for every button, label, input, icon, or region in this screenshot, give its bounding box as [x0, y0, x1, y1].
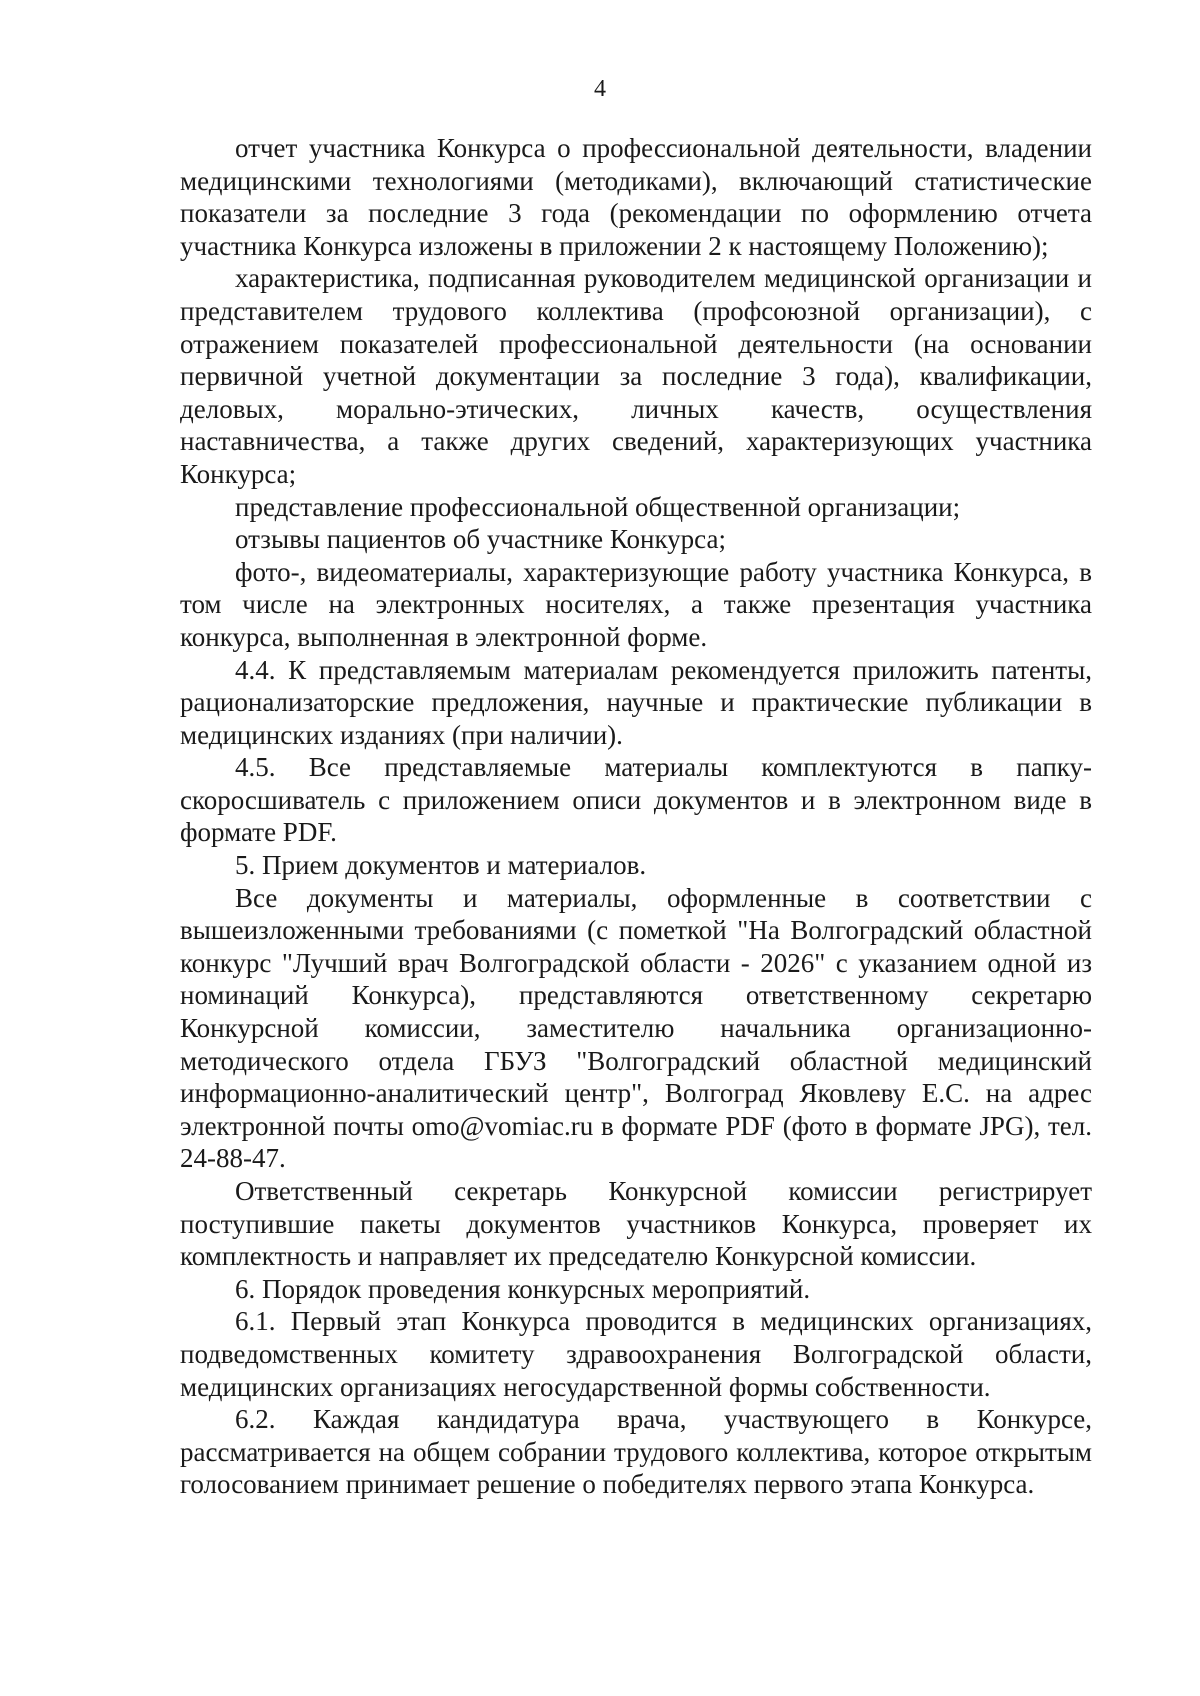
paragraph-secretary: Ответственный секретарь Конкурсной комиссии регистрирует поступившие пакеты документов участников Конкурса, проверяет их комплектность и направляет их председателю Конкурсной комиссии. [180, 1176, 1092, 1272]
paragraph-media: фото-, видеоматериалы, характеризующие работу участника Конкурса, в том числе на электронных носителях, а также презентация участника конкурса, выполненная в электронной форме. [180, 556, 1092, 652]
paragraph-submission: Все документы и материалы, оформленные в соответствии с вышеизложенными требованиями (с пометкой "На Волгоградский областной конкурс "Лучший врач Волгоградской области - 2026" с указанием одной из номинаций Конкурса), представляются ответственному секретарю Конкурсной комиссии, заместителю начальника организационно-методического отдела ГБУЗ "Волгоградский областной медицинский информационно-аналитический центр", Волгоград Яковлеву Е.С. на адрес электронной почты omo@vomiac.ru в формате PDF (фото в формате JPG), тел. 24-88-47. [180, 882, 1092, 1174]
paragraph-characteristic: характеристика, подписанная руководителем медицинской организации и представителем трудового коллектива (профсоюзной организации), с отражением показателей профессиональной деятельности (на основании первичной учетной документации за последние 3 года), квалификации, деловых, морально-этических, личных качеств, осуществления наставничества, а также других сведений, характеризующих участника Конкурса; [180, 263, 1092, 489]
paragraph-6-1: 6.1. Первый этап Конкурса проводится в медицинских организациях, подведомственных комитету здравоохранения Волгоградской области, медицинских организациях негосударственной формы собственности. [180, 1306, 1092, 1402]
paragraph-reviews: отзывы пациентов об участнике Конкурса; [235, 524, 726, 555]
paragraph-representation: представление профессиональной общественной организации; [235, 491, 961, 522]
paragraph-6-2: 6.2. Каждая кандидатура врача, участвующего в Конкурсе, рассматривается на общем собрании трудового коллектива, которое открытым голосованием принимает решение о победителях первого этапа Конкурса. [180, 1404, 1092, 1500]
section-heading-6: 6. Порядок проведения конкурсных мероприятий. [235, 1273, 811, 1304]
paragraph-4-4: 4.4. К представляемым материалам рекомендуется приложить патенты, рационализаторские предложения, научные и практические публикации в медицинских изданиях (при наличии). [180, 654, 1092, 750]
section-heading-5: 5. Прием документов и материалов. [235, 850, 647, 881]
paragraph-4-5: 4.5. Все представляемые материалы комплектуются в папку-скоросшиватель с приложением описи документов и в электронном виде в формате PDF. [180, 752, 1092, 848]
page-number: 4 [594, 76, 606, 102]
paragraph-report: отчет участника Конкурса о профессиональной деятельности, владении медицинскими технологиями (методиками), включающий статистические показатели за последние 3 года (рекомендации по оформлению отчета участника Конкурса изложены в приложении 2 к настоящему Положению); [180, 133, 1092, 261]
document-body [180, 132, 1092, 1501]
